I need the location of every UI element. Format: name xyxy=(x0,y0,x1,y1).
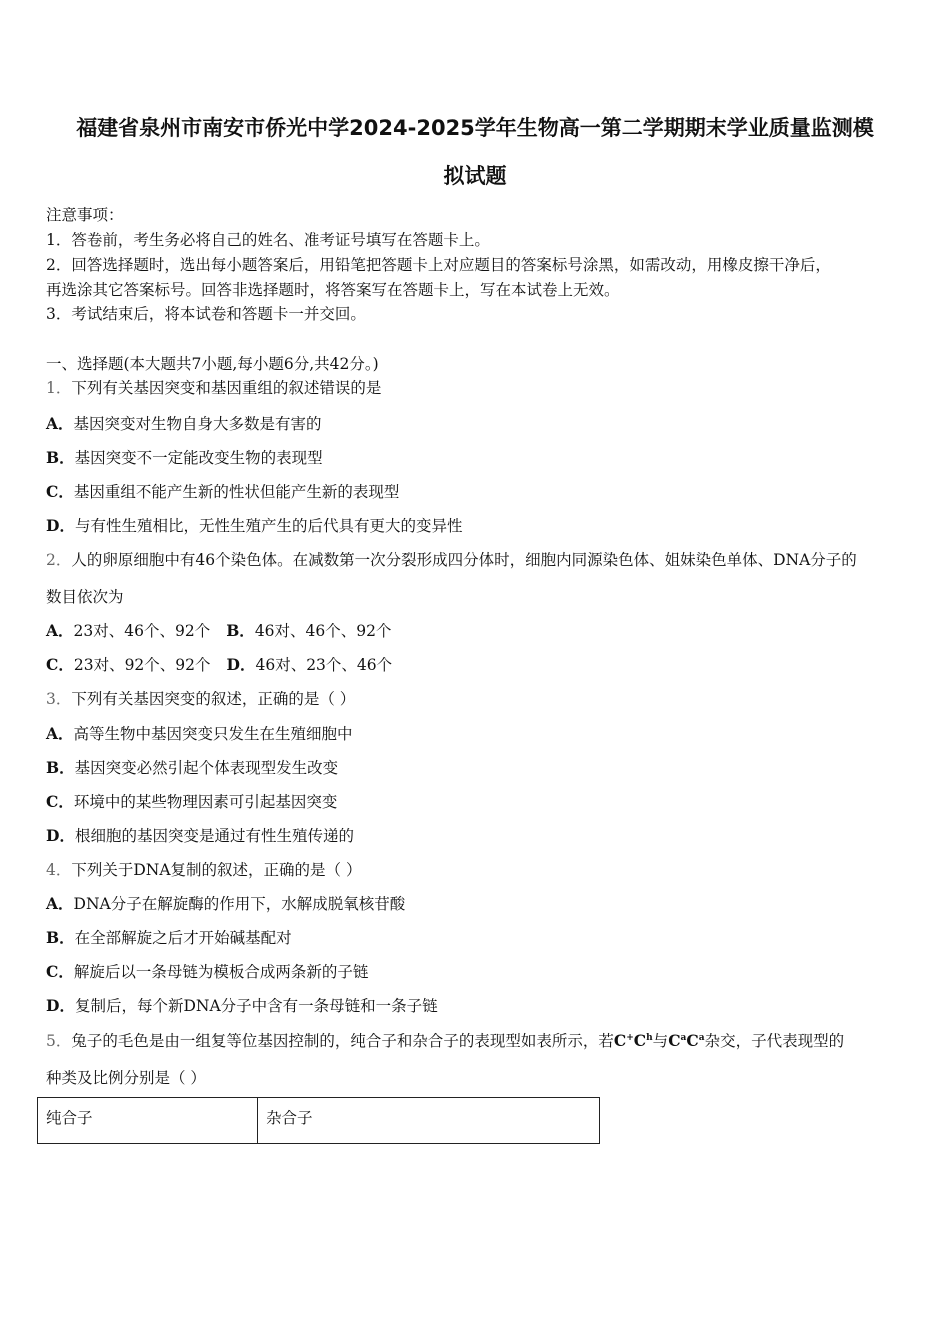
question-2-option-a: 23对、46个、92个 xyxy=(73,622,211,640)
option-text: 根细胞的基因突变是通过有性生殖传递的 xyxy=(74,827,354,845)
question-2-option-c: 23对、92个、92个 xyxy=(73,656,211,674)
question-2-stem xyxy=(46,548,857,570)
question-3-option-b xyxy=(46,756,338,778)
question-5-stem-cont: 种类及比例分别是（ ） xyxy=(46,1069,206,1087)
table-header-homozygous: 纯合子 xyxy=(38,1098,258,1144)
option-label: B． xyxy=(46,448,75,467)
genotype-superscript: + xyxy=(626,1032,634,1043)
option-label: B． xyxy=(226,621,255,640)
question-4-option-d xyxy=(46,994,438,1016)
option-text: 基因突变对生物自身大多数是有害的 xyxy=(73,415,322,433)
genotype-c-a-2: C xyxy=(686,1031,699,1050)
document-title-line1: 福建省泉州市南安市侨光中学2024-2025学年生物高一第二学期期末学业质量监测模 xyxy=(76,116,874,140)
option-label: C． xyxy=(46,792,74,811)
question-1-option-a xyxy=(46,412,322,434)
genotype-c-plus: C xyxy=(613,1031,627,1050)
question-3-stem xyxy=(46,687,355,709)
option-label: A． xyxy=(46,414,74,433)
option-label: D． xyxy=(226,655,256,674)
option-label: B． xyxy=(46,758,75,777)
question-5-stem xyxy=(46,1029,844,1051)
option-text: 高等生物中基因突变只发生在生殖细胞中 xyxy=(73,725,353,743)
option-label: A． xyxy=(46,894,74,913)
option-label: A． xyxy=(46,724,74,743)
genotype-superscript: a xyxy=(680,1032,687,1043)
option-label: C． xyxy=(46,482,74,501)
option-label: A． xyxy=(46,621,74,640)
notice-item-2-cont: 再选涂其它答案标号。回答非选择题时，将答案写在答题卡上，写在本试卷上无效。 xyxy=(46,281,620,299)
notice-item-2: 2．回答选择题时，选出每小题答案后，用铅笔把答题卡上对应题目的答案标号涂黑，如需改动，用橡皮擦干净后， xyxy=(46,256,831,274)
option-label: D． xyxy=(46,516,75,535)
option-text: 在全部解旋之后才开始碱基配对 xyxy=(74,929,292,947)
genotype-superscript: a xyxy=(698,1032,705,1043)
question-2-option-b: 46对、46个、92个 xyxy=(254,622,392,640)
question-2-options-row-1 xyxy=(46,619,391,641)
option-text: 基因突变必然引起个体表现型发生改变 xyxy=(74,759,339,777)
question-1-number: 1． xyxy=(46,379,72,397)
option-text: DNA分子在解旋酶的作用下，水解成脱氧核苷酸 xyxy=(73,895,406,913)
option-label: D． xyxy=(46,996,75,1015)
question-3-option-d xyxy=(46,824,354,846)
notice-item-1: 1．答卷前，考生务必将自己的姓名、准考证号填写在答题卡上。 xyxy=(46,231,490,249)
option-label: C． xyxy=(46,962,74,981)
phenotype-table xyxy=(37,1097,600,1144)
question-1-option-c xyxy=(46,480,399,502)
option-text: 基因重组不能产生新的性状但能产生新的表现型 xyxy=(73,483,400,501)
option-text: 解旋后以一条母链为模板合成两条新的子链 xyxy=(73,963,369,981)
question-2-text: 人的卵原细胞中有46个染色体。在减数第一次分裂形成四分体时，细胞内同源染色体、姐妹染色单体、DNA分子的 xyxy=(71,551,857,569)
question-4-stem xyxy=(46,858,362,880)
question-3-option-a xyxy=(46,722,353,744)
question-5-text-a: 兔子的毛色是由一组复等位基因控制的，纯合子和杂合子的表现型如表所示，若 xyxy=(71,1032,614,1050)
question-2-option-d: 46对、23个、46个 xyxy=(255,656,393,674)
option-label: C． xyxy=(46,655,74,674)
genotype-c-a: C xyxy=(668,1031,681,1050)
option-label: D． xyxy=(46,826,75,845)
question-3-text: 下列有关基因突变的叙述，正确的是（ ） xyxy=(71,690,356,708)
option-text: 与有性生殖相比，无性生殖产生的后代具有更大的变异性 xyxy=(74,517,463,535)
table-row xyxy=(38,1098,600,1144)
question-1-option-b xyxy=(46,446,323,468)
question-4-option-c xyxy=(46,960,368,982)
question-1-stem xyxy=(46,376,381,398)
table-header-heterozygous: 杂合子 xyxy=(258,1098,600,1144)
notice-heading: 注意事项： xyxy=(46,206,124,224)
question-2-stem-cont: 数目依次为 xyxy=(46,588,124,606)
section-heading: 一、选择题(本大题共7小题,每小题6分,共42分。) xyxy=(46,355,379,373)
question-5-text-mid: 与 xyxy=(652,1032,669,1050)
genotype-superscript: h xyxy=(646,1032,653,1043)
notice-item-3: 3．考试结束后，将本试卷和答题卡一并交回。 xyxy=(46,305,366,323)
question-4-option-b xyxy=(46,926,292,948)
option-label: B． xyxy=(46,928,75,947)
option-text: 基因突变不一定能改变生物的表现型 xyxy=(74,449,323,467)
question-2-number: 2． xyxy=(46,551,72,569)
question-3-option-c xyxy=(46,790,337,812)
option-text: 环境中的某些物理因素可引起基因突变 xyxy=(73,793,338,811)
question-4-text: 下列关于DNA复制的叙述，正确的是（ ） xyxy=(71,861,362,879)
question-5-number: 5． xyxy=(46,1032,72,1050)
question-1-text: 下列有关基因突变和基因重组的叙述错误的是 xyxy=(71,379,382,397)
question-3-number: 3． xyxy=(46,690,72,708)
question-5-text-b: 杂交，子代表现型的 xyxy=(704,1032,845,1050)
question-4-option-a xyxy=(46,892,405,914)
question-1-option-d xyxy=(46,514,462,536)
option-text: 复制后，每个新DNA分子中含有一条母链和一条子链 xyxy=(74,997,438,1015)
question-4-number: 4． xyxy=(46,861,72,879)
document-title-line2: 拟试题 xyxy=(443,164,507,188)
genotype-c-h: C xyxy=(633,1031,647,1050)
question-2-options-row-2 xyxy=(46,653,392,675)
